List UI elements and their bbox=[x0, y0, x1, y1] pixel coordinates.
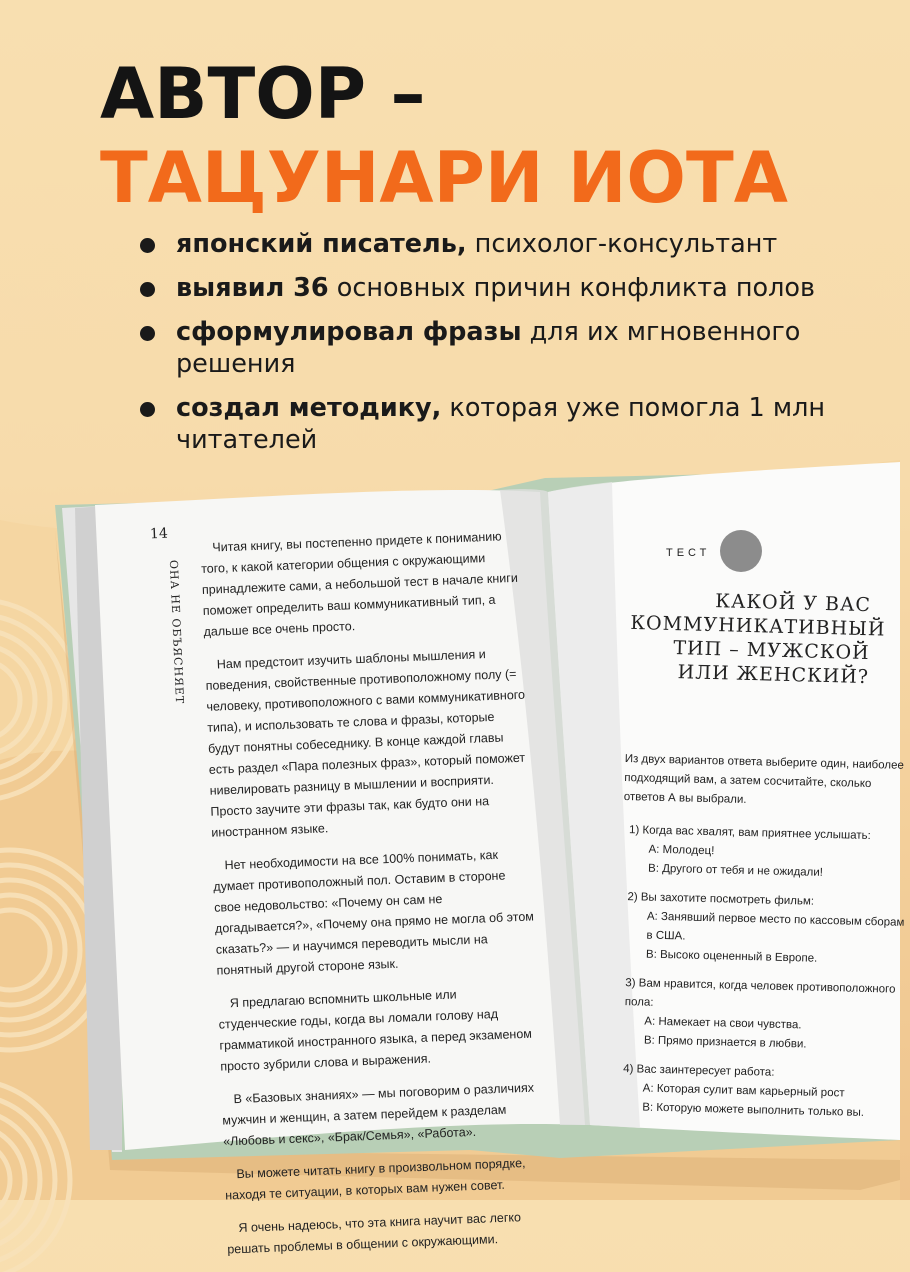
paragraph: Я очень надеюсь, что эта книга научит вас легко решать проблемы в общении с окружающими. bbox=[227, 1210, 522, 1257]
right-page-text bbox=[616, 750, 910, 1134]
test-question: 2) Вы захотите посмотреть фильм: А: Занявший первое место по кассовым сборам в США. В: Высоко оцененный в Европе. bbox=[627, 891, 905, 965]
headline-line-1: АВТОР – bbox=[100, 53, 426, 135]
page-number: 14 bbox=[149, 525, 169, 543]
fact-item: японский писатель, психолог-консультант bbox=[140, 228, 860, 260]
fact-item: создал методику, которая уже помогла 1 млн читателей bbox=[140, 392, 860, 456]
running-head: ОНА НЕ ОБЪЯСНЯЕТ bbox=[166, 559, 187, 705]
headline-author-name: ТАЦУНАРИ ИОТА bbox=[100, 137, 788, 219]
author-facts-list bbox=[140, 228, 860, 468]
test-question: 1) Когда вас хвалят, вам приятнее услышать: А: Молодец! В: Другого от тебя и не ожидали! bbox=[628, 824, 871, 879]
fact-item: выявил 36 основных причин конфликта полов bbox=[140, 272, 860, 304]
paragraph: Я предлагаю вспомнить школьные или студенческие годы, когда вы ломали голову над грамматикой иностранного языка, а перед экзаменом просто зубрили слова и выражения. bbox=[218, 987, 533, 1074]
left-page-text bbox=[200, 526, 548, 1272]
paragraph: Нам предстоит изучить шаблоны мышления и поведения, свойственные противоположному полу (= человеку, противоположного с вами коммуникативного типа), и использовать те слова и фразы, которые будут понятны собеседнику. В конце каждой главы есть раздел «Пара полезных фраз», который поможет нивелировать разницу в мышлении и восприяти. Просто заучите эти фразы так, как будто они на иностранном языке. bbox=[205, 647, 526, 840]
test-question: 4) Вас заинтересует работа: А: Которая сулит вам карьерный рост В: Которую можете выполнить только вы. bbox=[623, 1063, 865, 1119]
test-circle-ornament bbox=[720, 530, 762, 572]
fact-item: сформулировал фразы для их мгновенного решения bbox=[140, 316, 860, 380]
test-label: ТЕСТ bbox=[666, 547, 711, 559]
headline bbox=[100, 52, 788, 220]
test-intro: Из двух вариантов ответа выберите один, наиболее подходящий вам, а затем сосчитайте, сколько ответов А вы выбрали. bbox=[623, 752, 904, 806]
paragraph: Нет необходимости на все 100% понимать, как думает противоположный пол. Оставим в стороне свое недовольство: «Почему он сам не догадывается?», «Почему она прямо не могла об этом сказать?» — и научимся переводить мысли на понятный другой стороне язык. bbox=[213, 847, 535, 978]
paragraph: Читая книгу, вы постепенно придете к пониманию того, к какой категории общения с окружающими принадлежите сами, а небольшой тест в начале книги поможет определить ваш коммуникативный тип, а дальше все очень просто. bbox=[200, 529, 519, 639]
test-title: КАКОЙ У ВАС КОММУНИКАТИВНЫЙ ТИП – МУЖСКОЙ ИЛИ ЖЕНСКИЙ? bbox=[630, 590, 886, 689]
paragraph: Вы можете читать книгу в произвольном порядке, находя те ситуации, в которых вам нужен совет. bbox=[224, 1155, 526, 1203]
paragraph: В «Базовых знаниях» — мы поговорим о различиях мужчин и женщин, а затем перейдем к разделам «Любовь и секс», «Брак/Семья», «Работа». bbox=[222, 1080, 535, 1149]
test-question: 3) Вам нравится, когда человек противоположного пола: А: Намекает на свои чувства. В: Прямо признается в любви. bbox=[624, 977, 896, 1051]
